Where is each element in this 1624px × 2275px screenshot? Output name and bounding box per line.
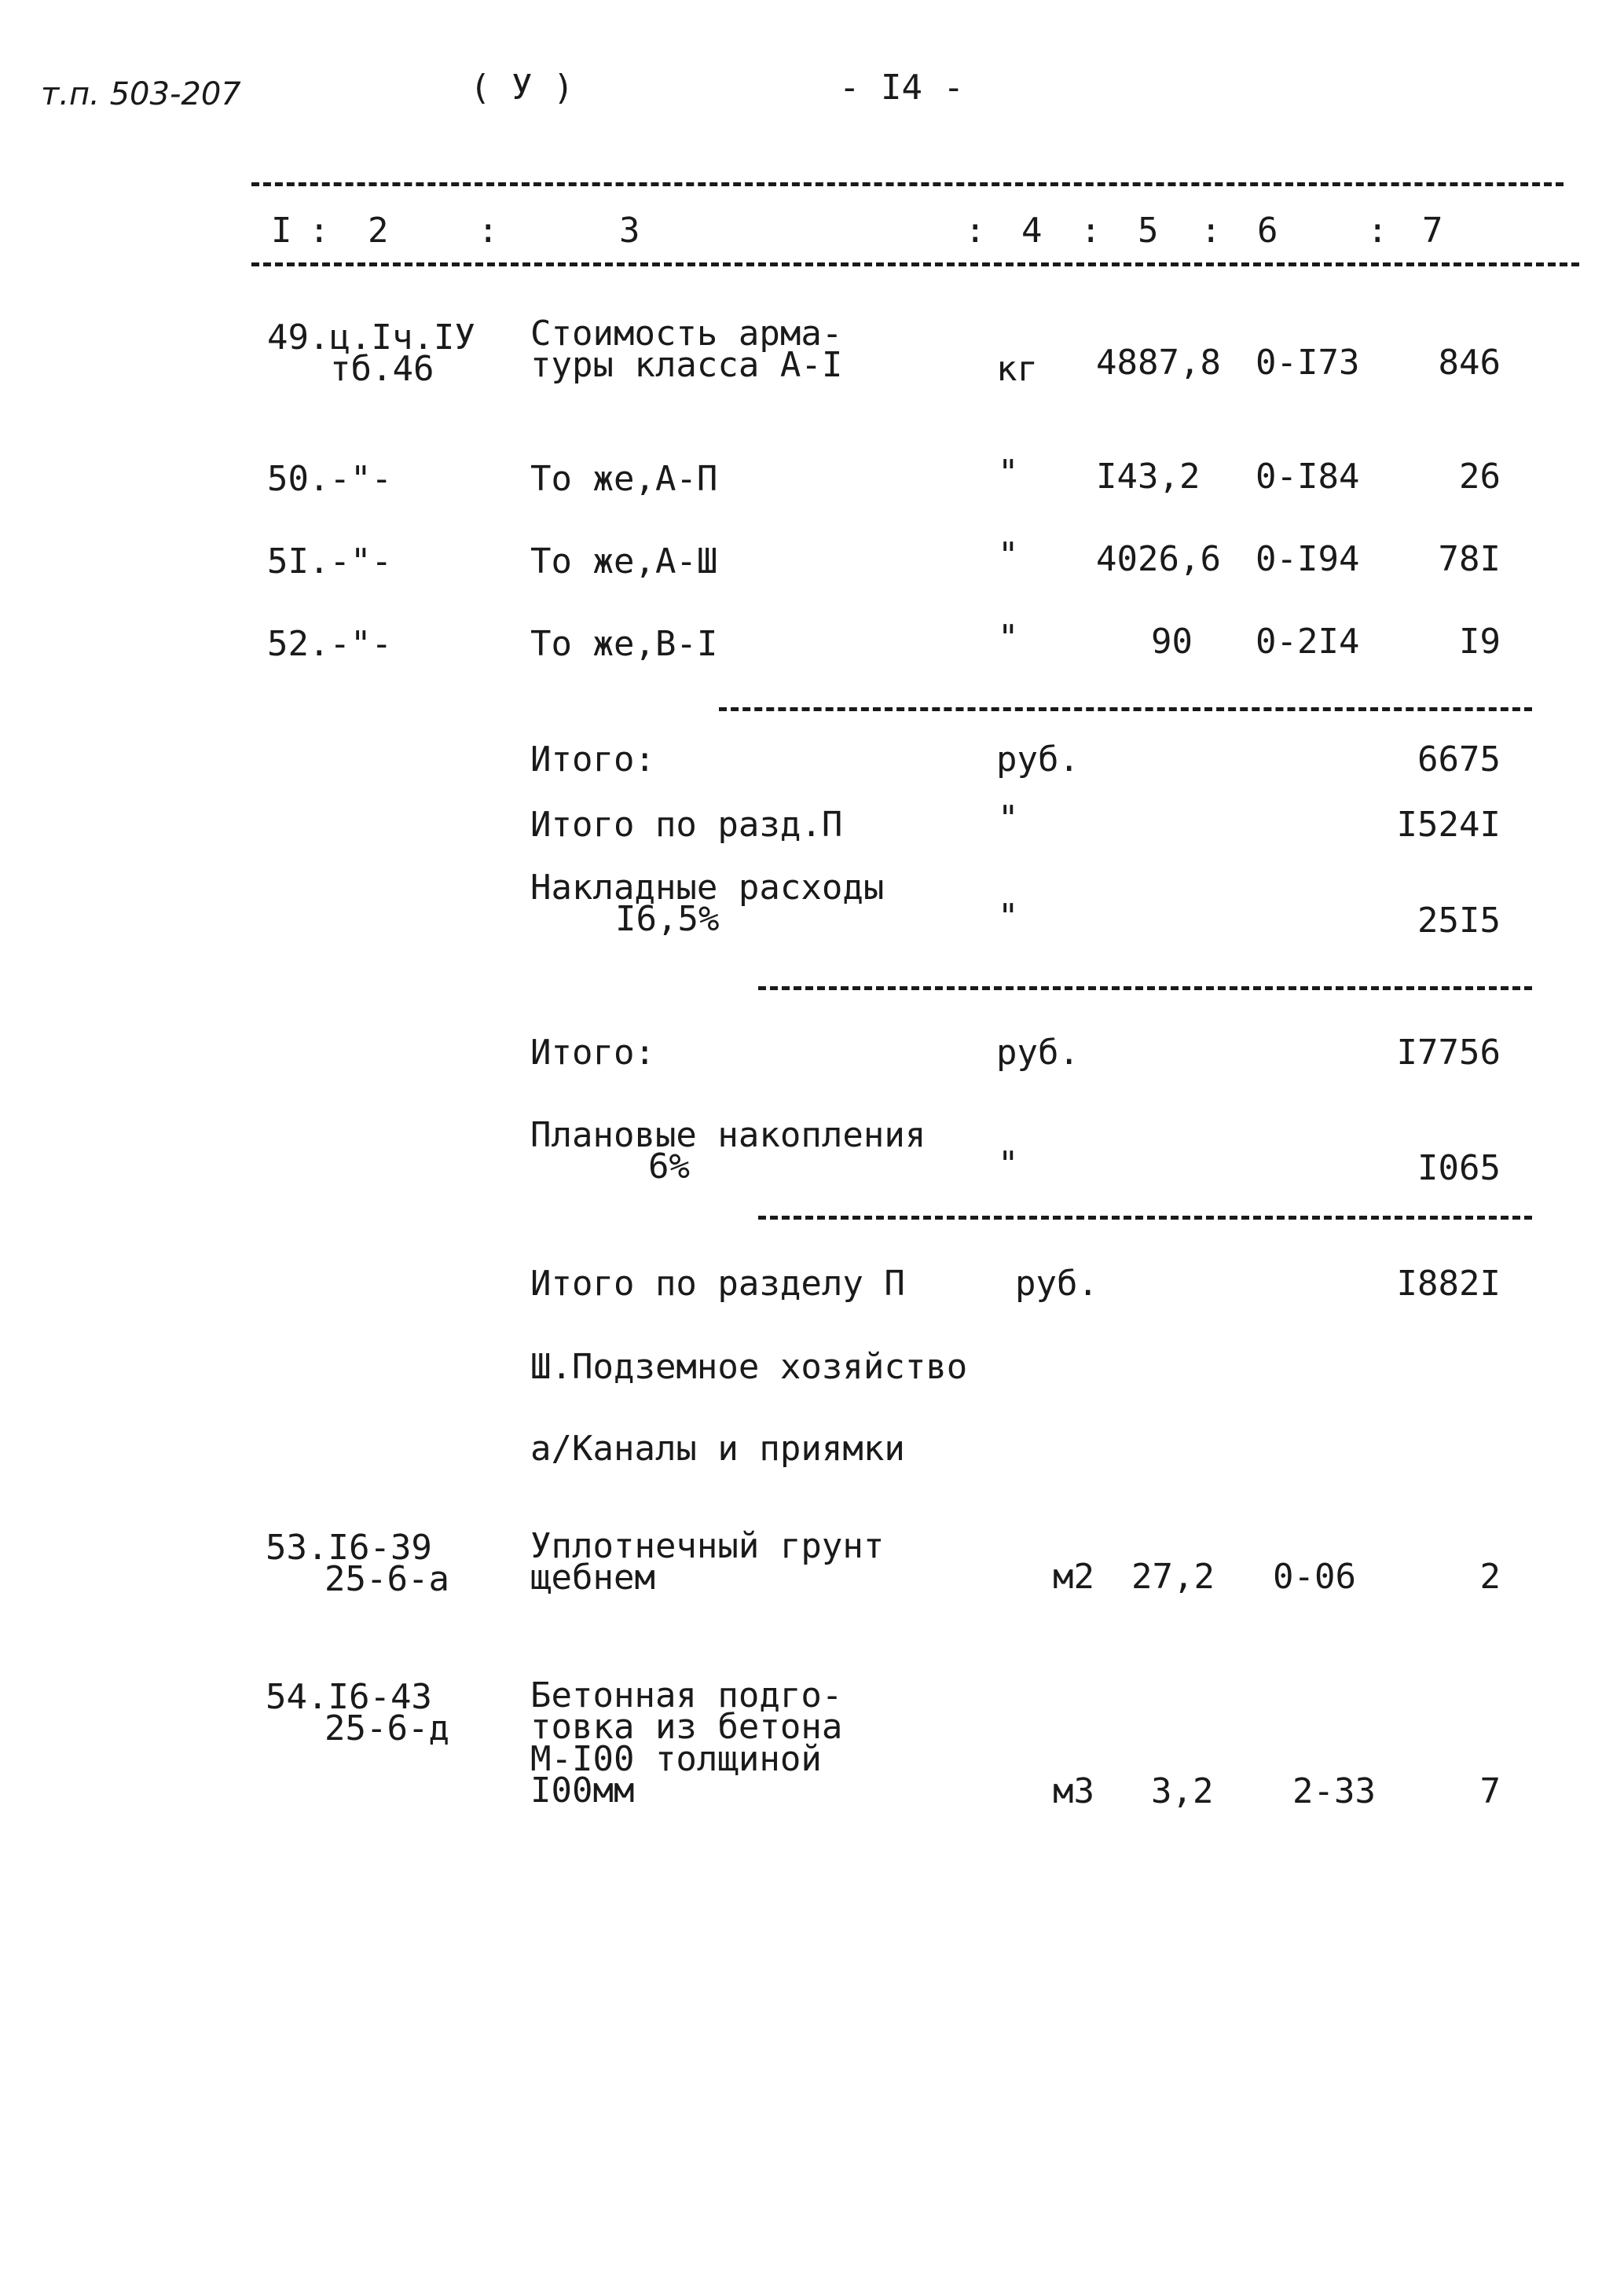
summary-label: Плановые накопления 6%	[530, 1115, 926, 1187]
table-row-qty: I43,2	[1096, 457, 1201, 497]
section-total-label: Итого по разделу П	[530, 1264, 905, 1304]
table-row-total: 78I	[1438, 539, 1501, 579]
table-row-price: 0-I73	[1256, 343, 1360, 383]
table-row-name: То же,А-Ш	[530, 541, 718, 582]
table-header-rule	[251, 262, 1579, 266]
section-title: Ш.Подземное хозяйство	[530, 1347, 968, 1387]
summary-total: I524I	[1396, 805, 1501, 845]
summary-unit: "	[998, 798, 1019, 838]
table-row-qty: 4026,6	[1096, 539, 1221, 579]
table-row-code: 50.-"-	[267, 459, 392, 499]
table-row-code: 53.I6-39 25-6-а	[266, 1528, 449, 1600]
summary-unit: "	[998, 897, 1019, 937]
table-row-unit: "	[998, 453, 1019, 493]
table-row-price: 2-33	[1292, 1771, 1376, 1811]
col-7-header: 7	[1422, 211, 1443, 251]
section-total-unit: руб.	[1015, 1264, 1098, 1304]
table-row-code: 54.I6-43 25-6-д	[266, 1677, 449, 1749]
summary-total: 6675	[1417, 739, 1501, 780]
table-row-name: Бетонная подго- товка из бетона М-I00 толщиной I00мм	[530, 1675, 843, 1811]
table-row-name: То же,А-П	[530, 459, 718, 499]
section-total-value: I882I	[1396, 1264, 1501, 1304]
table-row-name: То же,В-I	[530, 624, 718, 664]
summary-label: Итого:	[530, 739, 655, 780]
summary-total: I7756	[1396, 1033, 1501, 1073]
table-row-unit: "	[998, 535, 1019, 575]
table-row-unit: м2	[1053, 1557, 1094, 1597]
table-row-total: 26	[1459, 457, 1501, 497]
summary-total: I065	[1417, 1148, 1501, 1188]
summary-unit: руб.	[996, 739, 1080, 780]
table-row-price: 0-I84	[1256, 457, 1360, 497]
col-3-header: 3	[619, 211, 640, 251]
table-row-name: Уплотнечный грунт щебнем	[530, 1526, 885, 1598]
table-row-qty: 90	[1151, 622, 1193, 662]
section-subtitle: а/Каналы и приямки	[530, 1429, 905, 1469]
summary-unit: "	[998, 1144, 1019, 1184]
table-row-unit: "	[998, 618, 1019, 658]
subtotal-rule	[719, 707, 1532, 711]
table-top-rule	[251, 182, 1564, 186]
table-row-qty: 27,2	[1131, 1557, 1215, 1597]
page-number: - I4 -	[839, 68, 964, 108]
table-row-unit: м3	[1053, 1771, 1094, 1811]
col-1-header: I	[271, 211, 292, 251]
table-row-total: 846	[1438, 343, 1501, 383]
section-total-rule	[758, 1216, 1532, 1220]
summary-label: Итого:	[530, 1033, 655, 1073]
summary-label: Накладные расходы I6,5%	[530, 868, 885, 940]
section-mark: ( У )	[470, 68, 574, 108]
table-row-price: 0-I94	[1256, 539, 1360, 579]
table-row-price: 0-2I4	[1256, 622, 1360, 662]
table-row-unit: кг	[996, 349, 1038, 389]
summary-label: Итого по разд.П	[530, 805, 843, 845]
table-row-code: 49.ц.Iч.IУ тб.46	[267, 317, 475, 390]
table-row-name: Стоимость арма- туры класса А-I	[530, 314, 843, 386]
col-5-header: 5	[1138, 211, 1159, 251]
table-row-total: 2	[1479, 1557, 1501, 1597]
table-row-total: I9	[1459, 622, 1501, 662]
table-row-price: 0-06	[1273, 1557, 1356, 1597]
subtotal-rule	[758, 986, 1532, 990]
table-row-qty: 4887,8	[1096, 343, 1221, 383]
table-row-code: 52.-"-	[267, 624, 392, 664]
col-4-header: 4	[1021, 211, 1043, 251]
table-row-total: 7	[1479, 1771, 1501, 1811]
col-6-header: 6	[1257, 211, 1278, 251]
table-row-qty: 3,2	[1151, 1771, 1214, 1811]
summary-unit: руб.	[996, 1033, 1080, 1073]
document-reference: т.п. 503-207	[41, 76, 241, 112]
col-2-header: 2	[368, 211, 389, 251]
summary-total: 25I5	[1417, 901, 1501, 941]
table-row-code: 5I.-"-	[267, 541, 392, 582]
